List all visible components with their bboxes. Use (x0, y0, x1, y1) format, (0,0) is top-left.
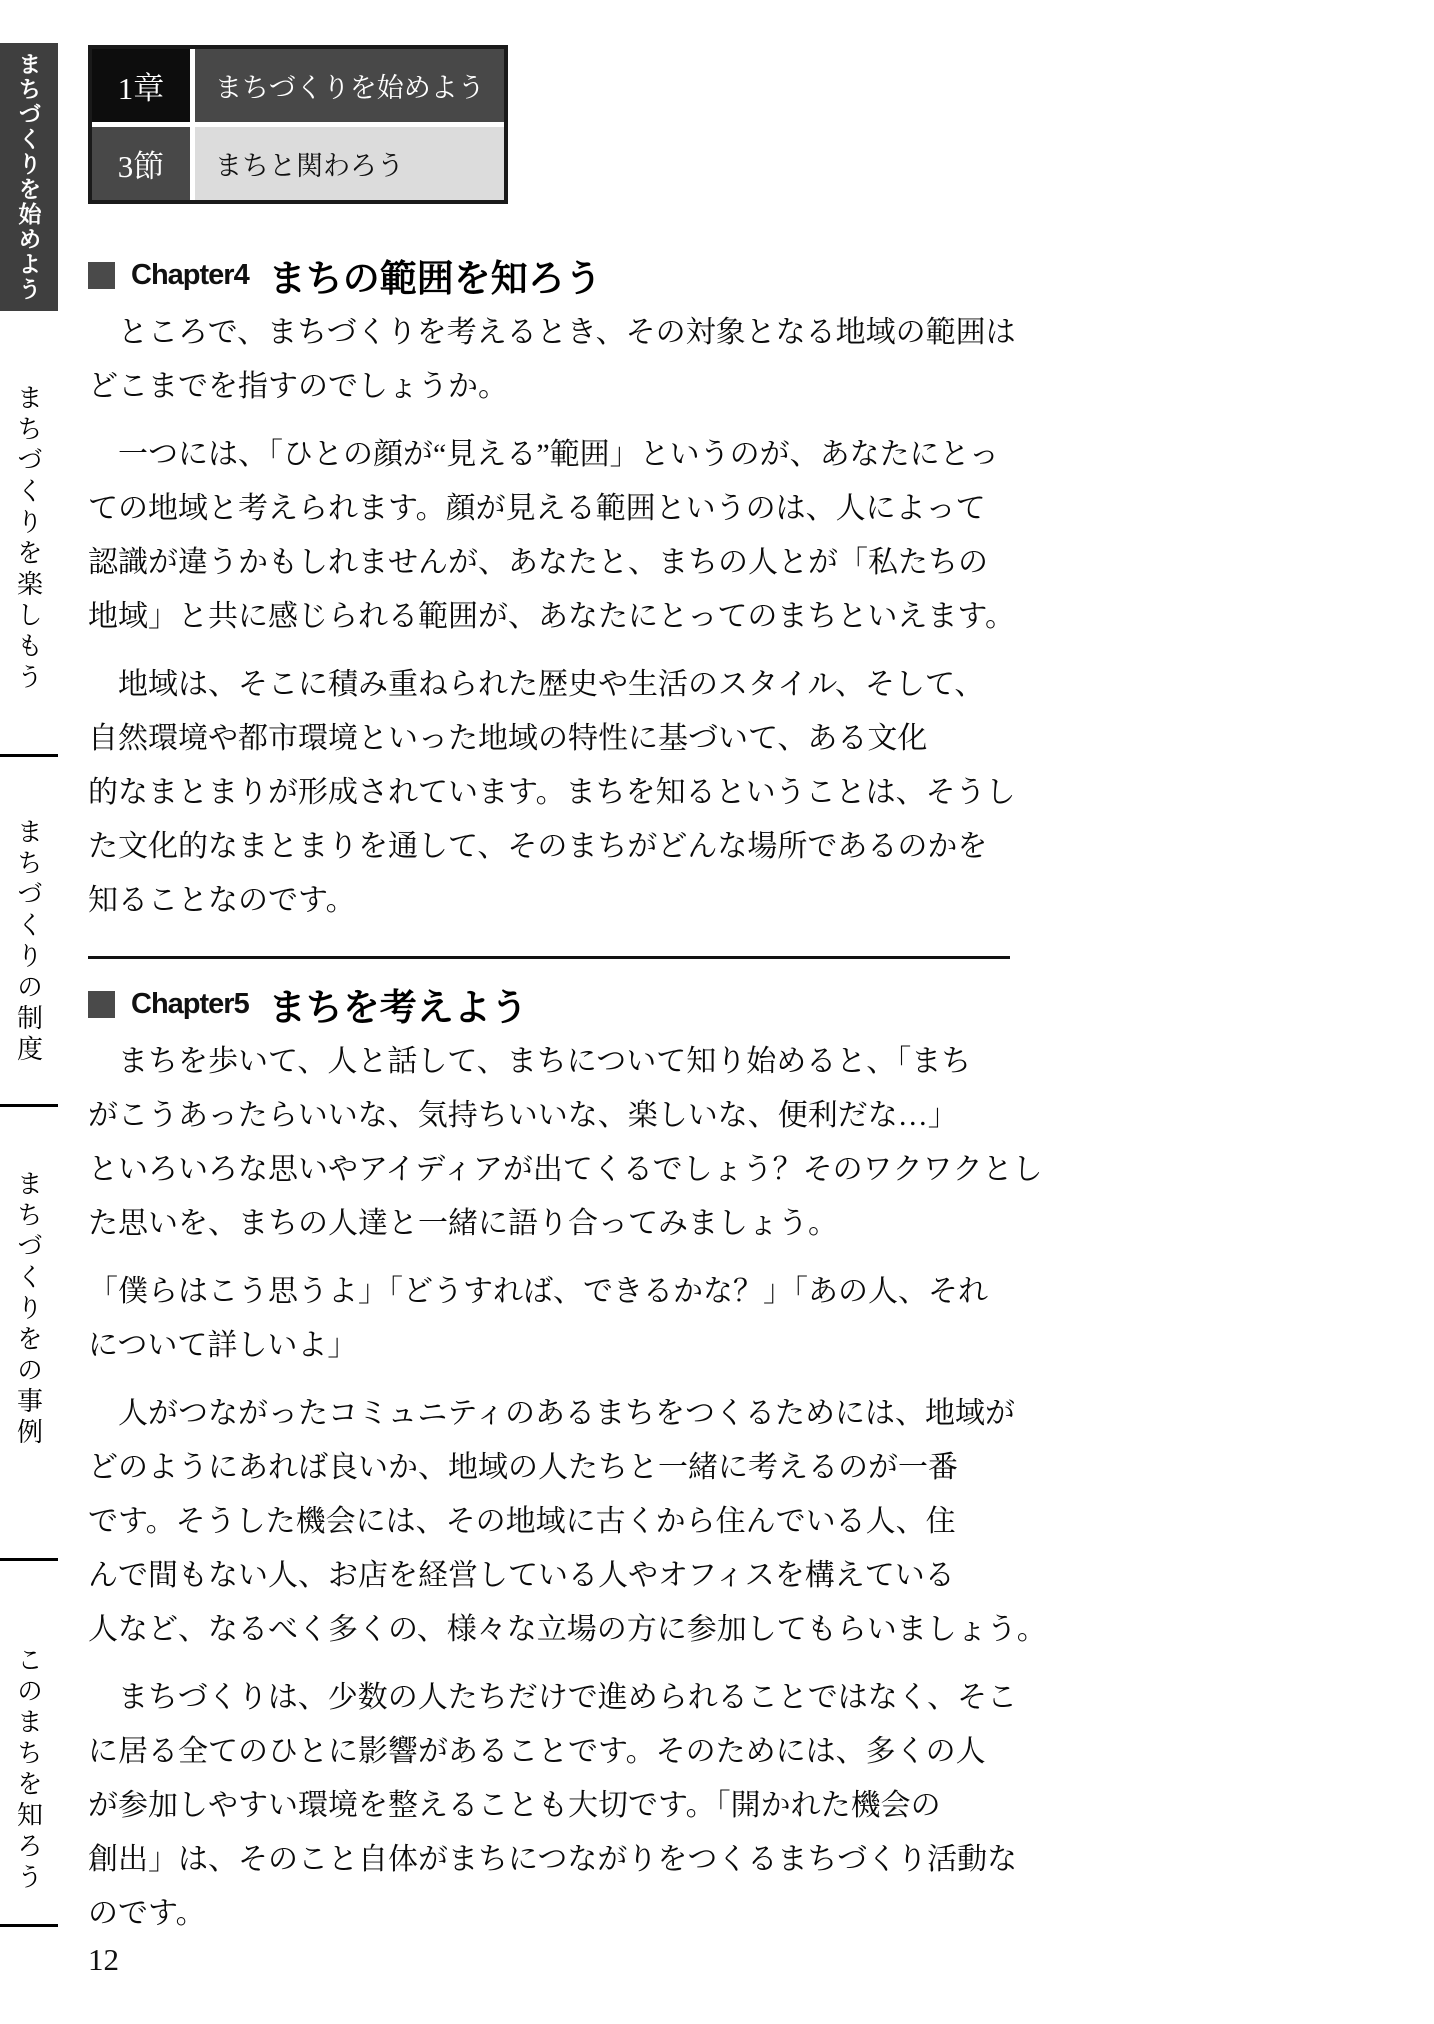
sidebar-item (11, 384, 48, 699)
paragraph (88, 1671, 1018, 1941)
text-line: に居る全てのひとに影響があることです。そのためには、多くの人 (88, 1735, 986, 1768)
paragraph (88, 1035, 1043, 1251)
chapter-title-cell (195, 49, 504, 122)
text-line: のです。 (88, 1897, 206, 1930)
chapter-number: 1章 (117, 71, 165, 106)
text-line: ところで、まちづくりを考えるとき、その対象となる地域の範囲は (88, 316, 1016, 349)
paragraph (88, 658, 1016, 928)
chapter-section (88, 956, 1047, 1941)
text-line: 地域は、そこに積み重ねられた歴史や生活のスタイル、そして、 (88, 668, 985, 701)
paragraph (88, 306, 1016, 414)
section-title-cell (195, 127, 504, 200)
section-number: 3節 (117, 149, 165, 184)
sidebar-item-label: まちづくりをの事例 (13, 1170, 44, 1449)
chapter-marker-icon (88, 262, 115, 289)
chapter-label: Chapter5 (131, 987, 249, 1020)
text-line: 「僕らはこう思うよ」「どうすれば、できるかな？」「あの人、それ (88, 1275, 988, 1308)
chapter-label: Chapter4 (131, 258, 249, 291)
sidebar-divider (0, 1924, 58, 1927)
text-line: について詳しいよ」 (88, 1329, 358, 1362)
sidebar-tab-active (0, 43, 58, 311)
text-line: 知ることなのです。 (88, 884, 356, 917)
chapter-heading (88, 252, 1010, 298)
text-line: 人がつながったコミュニティのあるまちをつくるためには、地域が (88, 1397, 1015, 1430)
sidebar-divider (0, 1558, 58, 1561)
chapter-heading-title: まちの範囲を知ろう (268, 258, 602, 299)
chapter-heading (88, 981, 1010, 1027)
sidebar (0, 0, 58, 2024)
text-line: ての地域と考えられます。顔が見える範囲というのは、人によって (88, 492, 986, 525)
sidebar-item-label: このまちを知ろう (13, 1646, 44, 1894)
sidebar-item (11, 818, 48, 1071)
sidebar-item (11, 1170, 48, 1454)
text-line: 地域」と共に感じられる範囲が、あなたにとってのまちといえます。 (88, 600, 1015, 633)
sidebar-item (11, 1646, 48, 1899)
chapter-title-text: まちづくりを始めよう (215, 73, 485, 103)
text-line: といろいろな思いやアイディアが出てくるでしょう？そのワクワクとし (88, 1153, 1043, 1186)
chapter-number-cell (92, 49, 190, 122)
chapter-marker-icon (88, 991, 115, 1018)
sidebar-divider (0, 754, 58, 757)
text-line: どのようにあれば良いか、地域の人たちと一緒に考えるのが一番 (88, 1451, 958, 1484)
sidebar-divider (0, 1104, 58, 1107)
text-line: んで間もない人、お店を経営している人やオフィスを構えている (88, 1559, 955, 1592)
text-line: た文化的なまとまりを通して、そのまちがどんな場所であるのかを (88, 830, 988, 863)
sidebar-item-label: まちづくりを楽しもう (13, 384, 44, 694)
chapter-section (88, 252, 1016, 928)
sidebar-item-label: まちづくりの制度 (13, 818, 44, 1066)
page-number: 12 (88, 1942, 119, 1977)
text-line: が参加しやすい環境を整えることも大切です。「開かれた機会の (88, 1789, 941, 1822)
section-number-cell (92, 127, 190, 200)
paragraph (88, 428, 1015, 644)
sidebar-tab-label: まちづくりを始めよう (15, 52, 42, 302)
paragraph (88, 1265, 1010, 1373)
chapter-section-header (88, 45, 508, 204)
text-line: どこまでを指すのでしょうか。 (88, 370, 508, 403)
chapter-heading-title: まちを考えよう (268, 987, 528, 1028)
text-line: 的なまとまりが形成されています。まちを知るということは、そうし (88, 776, 1016, 809)
page-body (88, 0, 1068, 1941)
text-line: 創出」は、そのこと自体がまちにつながりをつくるまちづくり活動な (88, 1843, 1018, 1876)
text-line: 一つには、「ひとの顔が“見える”範囲」というのが、あなたにとっ (88, 438, 1000, 471)
section-title-text: まちと関わろう (215, 151, 404, 181)
text-line: た思いを、まちの人達と一緒に語り合ってみましょう。 (88, 1207, 838, 1240)
text-line: がこうあったらいいな、気持ちいいな、楽しいな、便利だな…」 (88, 1099, 958, 1132)
text-line: まちづくりは、少数の人たちだけで進められることではなく、そこ (88, 1681, 1018, 1714)
text-line: まちを歩いて、人と話して、まちについて知り始めると、「まち (88, 1045, 972, 1078)
text-line: です。そうした機会には、その地域に古くから住んでいる人、住 (88, 1505, 956, 1538)
sections-container (88, 252, 1068, 1941)
paragraph (88, 1387, 1047, 1657)
text-line: 自然環境や都市環境といった地域の特性に基づいて、ある文化 (88, 722, 928, 755)
text-line: 認識が違うかもしれませんが、あなたと、まちの人とが「私たちの (88, 546, 988, 579)
text-line: 人など、なるべく多くの、様々な立場の方に参加してもらいましょう。 (88, 1613, 1047, 1646)
